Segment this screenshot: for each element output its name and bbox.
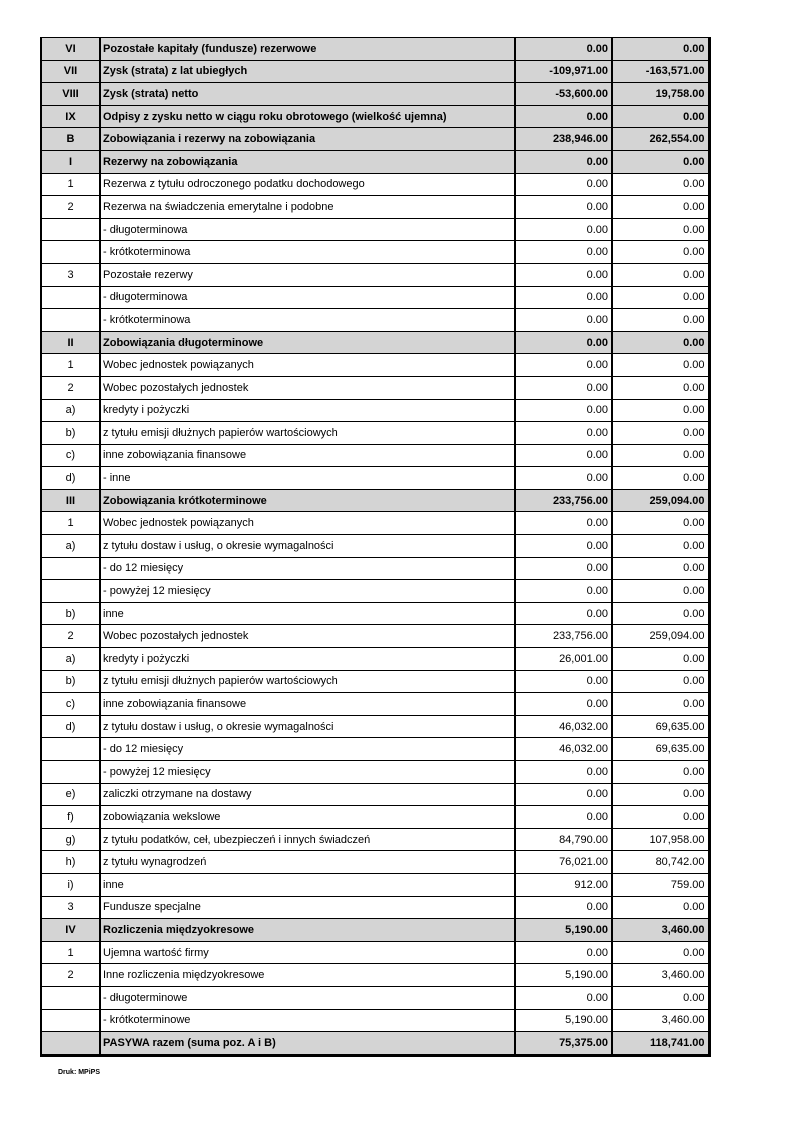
table-row bbox=[41, 941, 709, 964]
row-description: Ujemna wartość firmy bbox=[100, 941, 515, 964]
row-description: inne bbox=[100, 873, 515, 896]
value-previous-year: 0.00 bbox=[612, 512, 709, 535]
value-previous-year: 0.00 bbox=[612, 806, 709, 829]
row-description: inne zobowiązania finansowe bbox=[100, 693, 515, 716]
row-description: inne zobowiązania finansowe bbox=[100, 444, 515, 467]
row-description: - krótkoterminowa bbox=[100, 309, 515, 332]
row-description: - krótkoterminowa bbox=[100, 241, 515, 264]
row-number: 2 bbox=[41, 625, 100, 648]
row-description: Inne rozliczenia międzyokresowe bbox=[100, 964, 515, 987]
value-previous-year: 0.00 bbox=[612, 896, 709, 919]
value-current-year: 0.00 bbox=[515, 241, 612, 264]
row-number: VIII bbox=[41, 83, 100, 106]
value-current-year: -53,600.00 bbox=[515, 83, 612, 106]
value-current-year: 0.00 bbox=[515, 670, 612, 693]
row-description: Zobowiązania i rezerwy na zobowiązania bbox=[100, 128, 515, 151]
row-description: Zysk (strata) z lat ubiegłych bbox=[100, 60, 515, 83]
table-row bbox=[41, 376, 709, 399]
value-previous-year: 0.00 bbox=[612, 761, 709, 784]
row-number: 2 bbox=[41, 376, 100, 399]
value-previous-year: 0.00 bbox=[612, 286, 709, 309]
table-row bbox=[41, 535, 709, 558]
row-description: Rozliczenia międzyokresowe bbox=[100, 919, 515, 942]
value-current-year: 0.00 bbox=[515, 986, 612, 1009]
value-current-year: 0.00 bbox=[515, 557, 612, 580]
table-row bbox=[41, 60, 709, 83]
row-number: b) bbox=[41, 422, 100, 445]
print-footer: Druk: MPiPS bbox=[58, 1069, 101, 1076]
value-current-year: 0.00 bbox=[515, 444, 612, 467]
value-previous-year: 0.00 bbox=[612, 580, 709, 603]
value-current-year: 912.00 bbox=[515, 873, 612, 896]
table-row bbox=[41, 286, 709, 309]
row-description: z tytułu dostaw i usług, o okresie wymagalności bbox=[100, 715, 515, 738]
value-previous-year: 69,635.00 bbox=[612, 715, 709, 738]
table-row bbox=[41, 512, 709, 535]
value-previous-year: 259,094.00 bbox=[612, 625, 709, 648]
value-current-year: 0.00 bbox=[515, 602, 612, 625]
value-current-year: 0.00 bbox=[515, 761, 612, 784]
table-row bbox=[41, 1009, 709, 1032]
row-description: Rezerwy na zobowiązania bbox=[100, 150, 515, 173]
table-row bbox=[41, 670, 709, 693]
row-description: - powyżej 12 miesięcy bbox=[100, 761, 515, 784]
row-description: Pozostałe kapitały (fundusze) rezerwowe bbox=[100, 38, 515, 61]
table-row bbox=[41, 873, 709, 896]
value-current-year: 238,946.00 bbox=[515, 128, 612, 151]
table-row bbox=[41, 422, 709, 445]
value-previous-year: 0.00 bbox=[612, 535, 709, 558]
row-number bbox=[41, 986, 100, 1009]
table-row bbox=[41, 557, 709, 580]
value-previous-year: 107,958.00 bbox=[612, 828, 709, 851]
row-number: II bbox=[41, 331, 100, 354]
value-previous-year: 0.00 bbox=[612, 602, 709, 625]
row-number: 2 bbox=[41, 964, 100, 987]
row-description: z tytułu emisji dłużnych papierów wartościowych bbox=[100, 422, 515, 445]
value-current-year: 0.00 bbox=[515, 422, 612, 445]
row-number bbox=[41, 738, 100, 761]
row-number: I bbox=[41, 150, 100, 173]
value-previous-year: 0.00 bbox=[612, 38, 709, 61]
value-previous-year: 0.00 bbox=[612, 693, 709, 716]
value-current-year: 0.00 bbox=[515, 467, 612, 490]
balance-sheet-table bbox=[40, 37, 711, 1057]
value-previous-year: 0.00 bbox=[612, 218, 709, 241]
row-description: kredyty i pożyczki bbox=[100, 399, 515, 422]
row-description: zaliczki otrzymane na dostawy bbox=[100, 783, 515, 806]
row-description: zobowiązania wekslowe bbox=[100, 806, 515, 829]
row-description: z tytułu podatków, ceł, ubezpieczeń i innych świadczeń bbox=[100, 828, 515, 851]
row-number: 2 bbox=[41, 196, 100, 219]
row-number: d) bbox=[41, 467, 100, 490]
value-previous-year: 0.00 bbox=[612, 354, 709, 377]
value-previous-year: 262,554.00 bbox=[612, 128, 709, 151]
value-previous-year: 0.00 bbox=[612, 941, 709, 964]
row-description: Wobec jednostek powiązanych bbox=[100, 512, 515, 535]
table-row bbox=[41, 693, 709, 716]
value-previous-year: 3,460.00 bbox=[612, 919, 709, 942]
value-current-year: 26,001.00 bbox=[515, 648, 612, 671]
table-row bbox=[41, 309, 709, 332]
row-description: Zysk (strata) netto bbox=[100, 83, 515, 106]
row-number bbox=[41, 286, 100, 309]
table-row bbox=[41, 354, 709, 377]
table-row bbox=[41, 150, 709, 173]
row-description: Wobec pozostałych jednostek bbox=[100, 625, 515, 648]
value-current-year: 0.00 bbox=[515, 105, 612, 128]
value-current-year: 0.00 bbox=[515, 354, 612, 377]
value-previous-year: 0.00 bbox=[612, 331, 709, 354]
value-current-year: 0.00 bbox=[515, 941, 612, 964]
row-description: Wobec pozostałych jednostek bbox=[100, 376, 515, 399]
value-previous-year: 0.00 bbox=[612, 783, 709, 806]
row-number: a) bbox=[41, 399, 100, 422]
value-previous-year: 69,635.00 bbox=[612, 738, 709, 761]
row-number bbox=[41, 557, 100, 580]
value-previous-year: 0.00 bbox=[612, 263, 709, 286]
row-number bbox=[41, 241, 100, 264]
value-previous-year: 80,742.00 bbox=[612, 851, 709, 874]
table-row bbox=[41, 128, 709, 151]
table-row bbox=[41, 625, 709, 648]
row-number: 1 bbox=[41, 512, 100, 535]
value-previous-year: 0.00 bbox=[612, 557, 709, 580]
value-current-year: 75,375.00 bbox=[515, 1032, 612, 1056]
row-description: Fundusze specjalne bbox=[100, 896, 515, 919]
row-number: 1 bbox=[41, 173, 100, 196]
value-previous-year: 0.00 bbox=[612, 648, 709, 671]
value-current-year: 5,190.00 bbox=[515, 919, 612, 942]
table-row bbox=[41, 896, 709, 919]
value-previous-year: 118,741.00 bbox=[612, 1032, 709, 1056]
table-row bbox=[41, 196, 709, 219]
value-previous-year: 0.00 bbox=[612, 376, 709, 399]
value-previous-year: 0.00 bbox=[612, 105, 709, 128]
row-number bbox=[41, 580, 100, 603]
value-previous-year: 0.00 bbox=[612, 399, 709, 422]
table-row bbox=[41, 715, 709, 738]
value-previous-year: 259,094.00 bbox=[612, 489, 709, 512]
row-description: PASYWA razem (suma poz. A i B) bbox=[100, 1032, 515, 1056]
value-current-year: 233,756.00 bbox=[515, 625, 612, 648]
table-row bbox=[41, 263, 709, 286]
table-row bbox=[41, 761, 709, 784]
value-current-year: 0.00 bbox=[515, 580, 612, 603]
value-current-year: 46,032.00 bbox=[515, 738, 612, 761]
row-description: - długoterminowa bbox=[100, 286, 515, 309]
value-current-year: 46,032.00 bbox=[515, 715, 612, 738]
table-row bbox=[41, 986, 709, 1009]
table-row bbox=[41, 331, 709, 354]
row-number: B bbox=[41, 128, 100, 151]
table-row bbox=[41, 83, 709, 106]
row-number: b) bbox=[41, 602, 100, 625]
row-description: Rezerwa z tytułu odroczonego podatku dochodowego bbox=[100, 173, 515, 196]
table-row bbox=[41, 828, 709, 851]
value-current-year: 0.00 bbox=[515, 783, 612, 806]
row-description: Odpisy z zysku netto w ciągu roku obrotowego (wielkość ujemna) bbox=[100, 105, 515, 128]
row-number: a) bbox=[41, 535, 100, 558]
row-description: kredyty i pożyczki bbox=[100, 648, 515, 671]
table-row bbox=[41, 173, 709, 196]
row-number: 1 bbox=[41, 354, 100, 377]
table-row bbox=[41, 105, 709, 128]
row-number: c) bbox=[41, 693, 100, 716]
row-number bbox=[41, 1009, 100, 1032]
balance-sheet-body bbox=[41, 38, 709, 1056]
row-number: e) bbox=[41, 783, 100, 806]
row-description: - długoterminowe bbox=[100, 986, 515, 1009]
table-row bbox=[41, 648, 709, 671]
value-current-year: 0.00 bbox=[515, 896, 612, 919]
table-row bbox=[41, 489, 709, 512]
table-row bbox=[41, 806, 709, 829]
row-description: - do 12 miesięcy bbox=[100, 738, 515, 761]
row-number: a) bbox=[41, 648, 100, 671]
value-current-year: 0.00 bbox=[515, 173, 612, 196]
row-description: - powyżej 12 miesięcy bbox=[100, 580, 515, 603]
row-number: 3 bbox=[41, 263, 100, 286]
value-current-year: 0.00 bbox=[515, 196, 612, 219]
value-previous-year: 0.00 bbox=[612, 670, 709, 693]
value-previous-year: 3,460.00 bbox=[612, 964, 709, 987]
row-description: z tytułu wynagrodzeń bbox=[100, 851, 515, 874]
row-description: - długoterminowa bbox=[100, 218, 515, 241]
row-number: f) bbox=[41, 806, 100, 829]
row-description: - inne bbox=[100, 467, 515, 490]
value-current-year: 0.00 bbox=[515, 218, 612, 241]
value-previous-year: 19,758.00 bbox=[612, 83, 709, 106]
value-previous-year: 0.00 bbox=[612, 422, 709, 445]
table-row bbox=[41, 399, 709, 422]
row-description: Zobowiązania długoterminowe bbox=[100, 331, 515, 354]
value-current-year: 0.00 bbox=[515, 286, 612, 309]
row-description: - krótkoterminowe bbox=[100, 1009, 515, 1032]
value-previous-year: 759.00 bbox=[612, 873, 709, 896]
table-row bbox=[41, 783, 709, 806]
table-row bbox=[41, 738, 709, 761]
row-number: VI bbox=[41, 38, 100, 61]
row-description: z tytułu dostaw i usług, o okresie wymagalności bbox=[100, 535, 515, 558]
value-previous-year: 0.00 bbox=[612, 986, 709, 1009]
table-row bbox=[41, 241, 709, 264]
row-description: Pozostałe rezerwy bbox=[100, 263, 515, 286]
value-current-year: 0.00 bbox=[515, 806, 612, 829]
row-number: 3 bbox=[41, 896, 100, 919]
table-row bbox=[41, 964, 709, 987]
value-previous-year: -163,571.00 bbox=[612, 60, 709, 83]
value-current-year: 0.00 bbox=[515, 512, 612, 535]
value-current-year: 5,190.00 bbox=[515, 964, 612, 987]
table-row bbox=[41, 1032, 709, 1056]
row-number: 1 bbox=[41, 941, 100, 964]
row-description: inne bbox=[100, 602, 515, 625]
value-previous-year: 3,460.00 bbox=[612, 1009, 709, 1032]
row-number: III bbox=[41, 489, 100, 512]
row-number: IV bbox=[41, 919, 100, 942]
table-row bbox=[41, 851, 709, 874]
row-number bbox=[41, 761, 100, 784]
table-row bbox=[41, 218, 709, 241]
row-number: i) bbox=[41, 873, 100, 896]
value-current-year: 84,790.00 bbox=[515, 828, 612, 851]
row-number: c) bbox=[41, 444, 100, 467]
row-number: d) bbox=[41, 715, 100, 738]
row-number: b) bbox=[41, 670, 100, 693]
value-previous-year: 0.00 bbox=[612, 467, 709, 490]
value-current-year: 0.00 bbox=[515, 693, 612, 716]
value-current-year: 0.00 bbox=[515, 331, 612, 354]
row-description: Zobowiązania krótkoterminowe bbox=[100, 489, 515, 512]
value-current-year: 0.00 bbox=[515, 376, 612, 399]
row-number bbox=[41, 309, 100, 332]
value-current-year: -109,971.00 bbox=[515, 60, 612, 83]
table-row bbox=[41, 467, 709, 490]
table-row bbox=[41, 919, 709, 942]
table-row bbox=[41, 38, 709, 61]
value-previous-year: 0.00 bbox=[612, 309, 709, 332]
row-description: z tytułu emisji dłużnych papierów wartościowych bbox=[100, 670, 515, 693]
value-current-year: 76,021.00 bbox=[515, 851, 612, 874]
value-current-year: 0.00 bbox=[515, 38, 612, 61]
value-current-year: 5,190.00 bbox=[515, 1009, 612, 1032]
row-number bbox=[41, 1032, 100, 1056]
value-current-year: 0.00 bbox=[515, 535, 612, 558]
value-current-year: 0.00 bbox=[515, 399, 612, 422]
value-current-year: 0.00 bbox=[515, 150, 612, 173]
value-current-year: 233,756.00 bbox=[515, 489, 612, 512]
row-number bbox=[41, 218, 100, 241]
value-previous-year: 0.00 bbox=[612, 173, 709, 196]
row-number: g) bbox=[41, 828, 100, 851]
table-row bbox=[41, 602, 709, 625]
row-number: VII bbox=[41, 60, 100, 83]
value-previous-year: 0.00 bbox=[612, 150, 709, 173]
table-row bbox=[41, 444, 709, 467]
value-previous-year: 0.00 bbox=[612, 241, 709, 264]
value-current-year: 0.00 bbox=[515, 309, 612, 332]
row-description: Rezerwa na świadczenia emerytalne i podobne bbox=[100, 196, 515, 219]
row-number: IX bbox=[41, 105, 100, 128]
table-row bbox=[41, 580, 709, 603]
value-previous-year: 0.00 bbox=[612, 196, 709, 219]
value-previous-year: 0.00 bbox=[612, 444, 709, 467]
row-description: Wobec jednostek powiązanych bbox=[100, 354, 515, 377]
row-description: - do 12 miesięcy bbox=[100, 557, 515, 580]
value-current-year: 0.00 bbox=[515, 263, 612, 286]
row-number: h) bbox=[41, 851, 100, 874]
